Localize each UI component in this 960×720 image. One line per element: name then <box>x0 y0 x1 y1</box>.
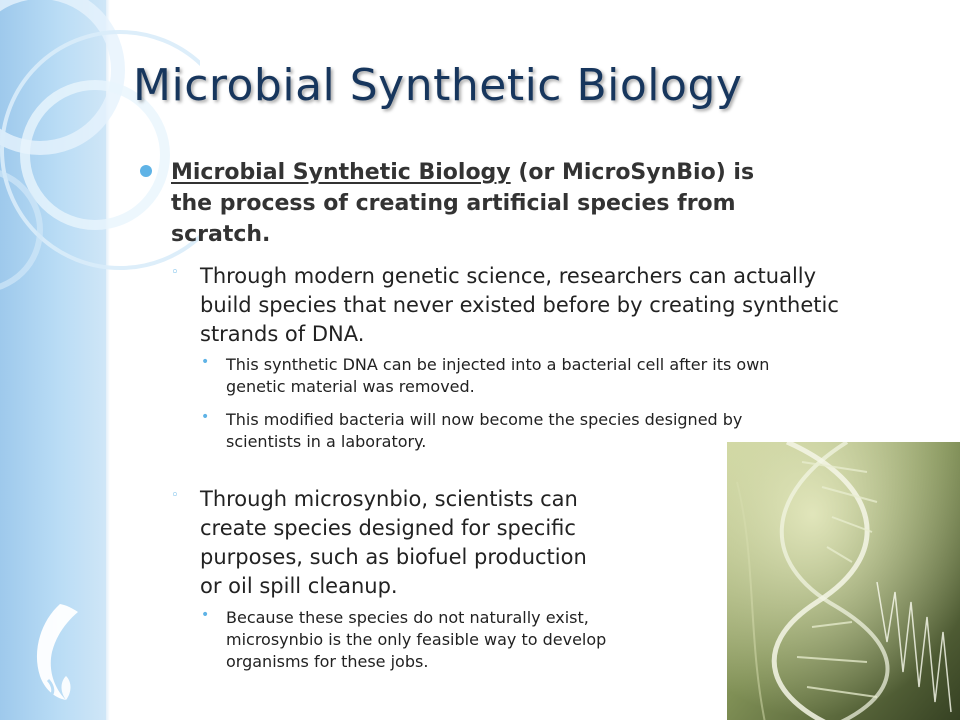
main-bullet-text <box>171 157 911 250</box>
main-bullet-line-1 <box>171 157 911 188</box>
sub-bullet-text <box>200 262 930 349</box>
leaf-logo-icon <box>26 600 86 705</box>
hollow-circle-bullet-icon: ◦ <box>171 488 179 503</box>
sub-bullet-text <box>200 485 700 601</box>
main-bullet-line-1-rest: (or MicroSynBio) is <box>510 160 755 185</box>
sub-bullet-line: or oil spill cleanup. <box>200 574 398 598</box>
detail-bullet-text <box>226 354 938 398</box>
detail-bullet-line: Because these species do not naturally exist, <box>226 608 589 627</box>
main-bullet-line-2: the process of creating artificial species from <box>171 191 736 216</box>
small-dot-bullet-icon: • <box>201 354 210 370</box>
main-bullet-line-3: scratch. <box>171 222 271 247</box>
detail-bullet-line: This modified bacteria will now become the species designed by <box>226 410 743 429</box>
small-dot-bullet-icon: • <box>201 409 210 425</box>
slide-title: Microbial Synthetic Biology <box>133 60 743 111</box>
detail-bullet-line: organisms for these jobs. <box>226 652 429 671</box>
detail-bullet-text <box>226 607 721 673</box>
detail-bullet-line: scientists in a laboratory. <box>226 432 427 451</box>
detail-bullet-line: genetic material was removed. <box>226 377 475 396</box>
sub-bullet-line: strands of DNA. <box>200 322 365 346</box>
sub-bullet-line: Through microsynbio, scientists can <box>200 487 578 511</box>
sub-bullet-line: purposes, such as biofuel production <box>200 545 587 569</box>
sub-bullet-line: build species that never existed before by creating synthetic <box>200 293 839 317</box>
sub-bullet-line: Through modern genetic science, researchers can actually <box>200 264 817 288</box>
highlighted-term: Microbial Synthetic Biology <box>171 160 511 185</box>
small-dot-bullet-icon: • <box>201 607 210 623</box>
sub-bullet-line: create species designed for specific <box>200 516 576 540</box>
dna-helix-photo <box>727 442 960 720</box>
detail-bullet-line: microsynbio is the only feasible way to develop <box>226 630 607 649</box>
bullet-dot-icon <box>140 165 152 177</box>
hollow-circle-bullet-icon: ◦ <box>171 265 179 280</box>
detail-bullet-line: This synthetic DNA can be injected into a bacterial cell after its own <box>226 355 770 374</box>
